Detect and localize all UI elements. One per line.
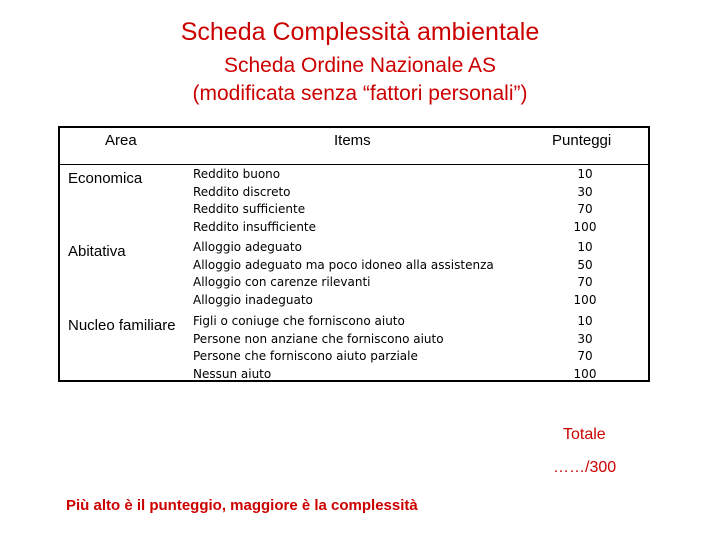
scoring-table bbox=[58, 126, 650, 382]
score-value: 100 bbox=[573, 366, 597, 381]
item-text: Reddito discreto bbox=[193, 184, 291, 199]
row-area: Abitativa bbox=[68, 243, 126, 260]
footer-note: Più alto è il punteggio, maggiore è la complessità bbox=[66, 497, 418, 514]
score-value: 30 bbox=[577, 184, 593, 199]
score-value: 10 bbox=[577, 240, 593, 254]
row-items bbox=[193, 313, 444, 383]
score-value: 70 bbox=[577, 349, 593, 363]
item-text: Alloggio inadeguato bbox=[193, 292, 313, 307]
row-area: Nucleo familiare bbox=[68, 317, 176, 334]
item-text: Reddito sufficiente bbox=[193, 202, 306, 216]
score-value: 70 bbox=[577, 275, 593, 289]
column-header-area: Area bbox=[105, 132, 137, 149]
column-header-score: Punteggi bbox=[552, 132, 612, 149]
page-subtitle: Scheda Ordine Nazionale AS bbox=[223, 54, 496, 77]
row-scores bbox=[563, 239, 607, 309]
total-value: ……/300 bbox=[553, 459, 617, 476]
item-text: Alloggio adeguato bbox=[193, 240, 302, 254]
row-items bbox=[193, 239, 494, 309]
item-text: Persone che forniscono aiuto parziale bbox=[193, 349, 418, 363]
row-scores bbox=[563, 313, 607, 383]
score-value: 50 bbox=[577, 257, 593, 272]
item-text: Reddito buono bbox=[193, 167, 281, 181]
score-value: 10 bbox=[577, 167, 593, 181]
score-value: 70 bbox=[577, 202, 593, 216]
page-title: Scheda Complessità ambientale bbox=[180, 18, 540, 46]
item-text: Alloggio adeguato ma poco idoneo alla assistenza bbox=[193, 257, 494, 272]
row-area: Economica bbox=[68, 170, 143, 187]
item-text: Alloggio con carenze rilevanti bbox=[193, 275, 371, 289]
row-items bbox=[193, 166, 316, 236]
score-value: 100 bbox=[573, 219, 597, 234]
score-value: 10 bbox=[577, 314, 593, 328]
item-text: Reddito insufficiente bbox=[193, 219, 317, 234]
item-text: Persone non anziane che forniscono aiuto bbox=[193, 331, 444, 346]
table-border-top bbox=[58, 126, 650, 128]
header-divider bbox=[58, 164, 650, 165]
row-scores bbox=[563, 166, 607, 236]
item-text: Nessun aiuto bbox=[193, 366, 272, 381]
column-header-items: Items bbox=[334, 132, 371, 149]
score-value: 30 bbox=[577, 331, 593, 346]
page-subtitle-note: (modificata senza “fattori personali”) bbox=[192, 82, 528, 105]
score-value: 100 bbox=[573, 292, 597, 307]
total-label: Totale bbox=[563, 426, 606, 443]
item-text: Figli o coniuge che forniscono aiuto bbox=[193, 314, 405, 328]
